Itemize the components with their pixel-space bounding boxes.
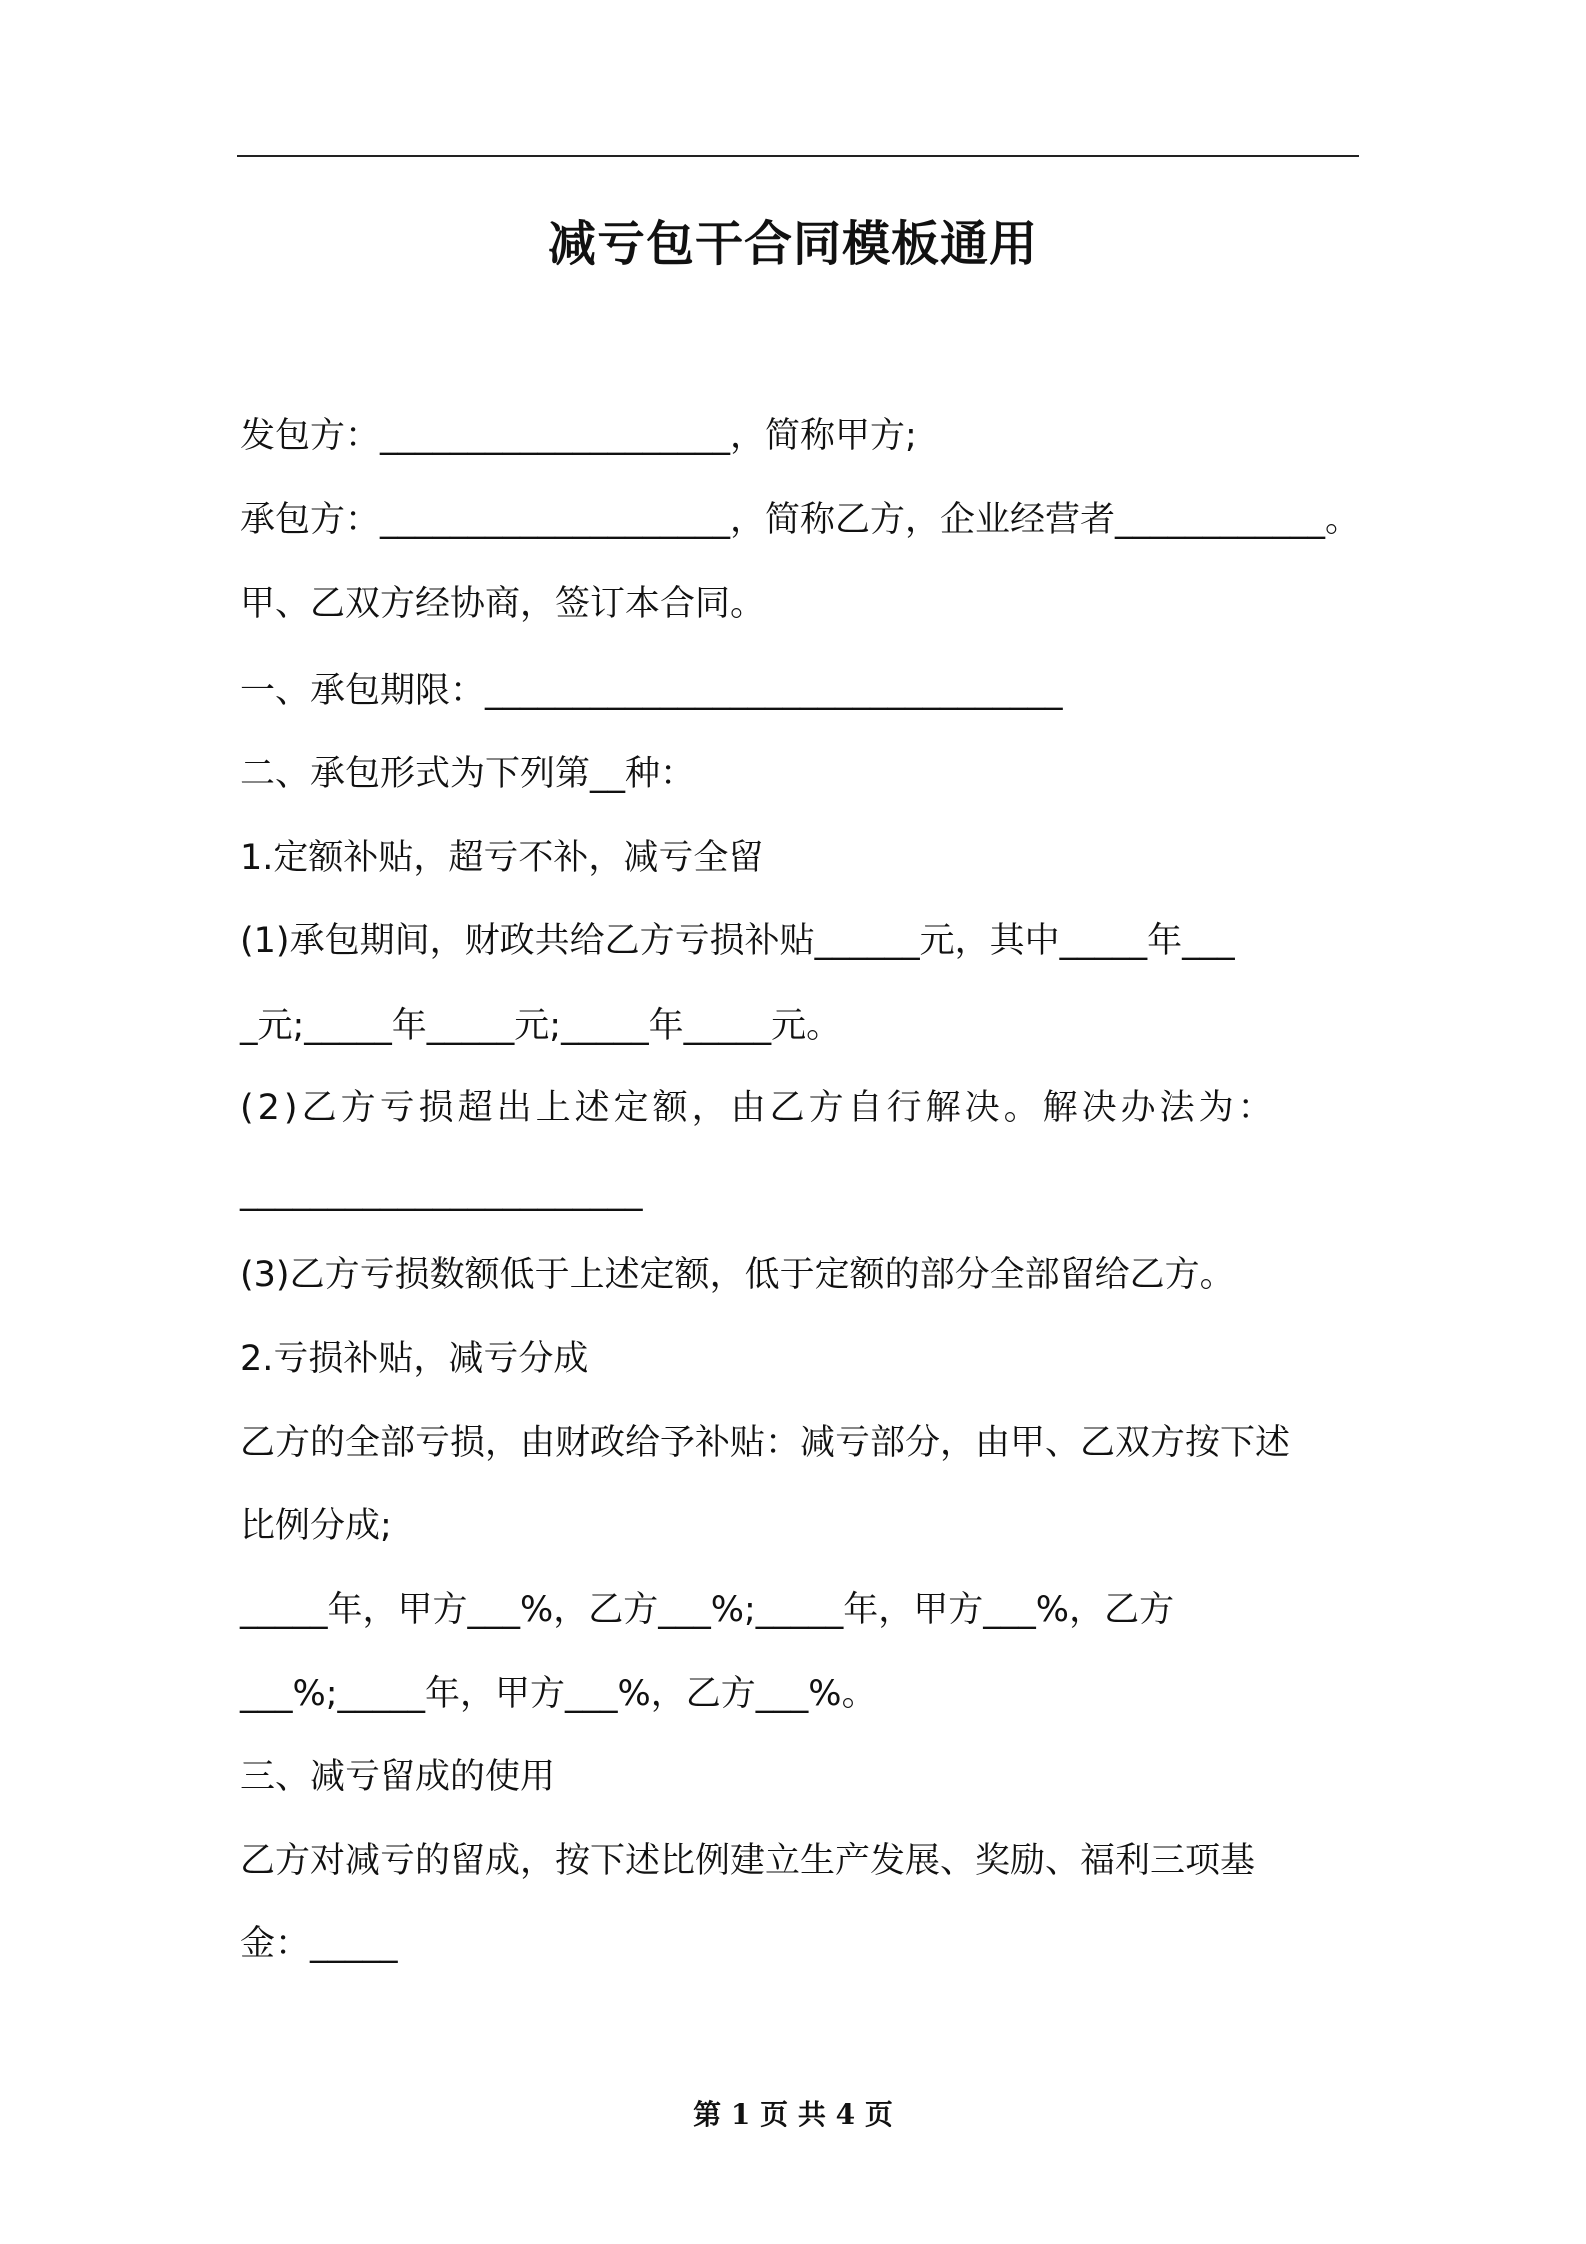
clause-1-2-line: (2)乙方亏损超出上述定额，由乙方自行解决。解决办法为：	[240, 1088, 1277, 1128]
clause-1-heading: 1.定额补贴，超亏不补，减亏全留	[240, 838, 764, 878]
clause-2-line-a: 乙方的全部亏损，由财政给予补贴：减亏部分，由甲、乙双方按下述	[240, 1423, 1291, 1463]
clause-2-ratio-line-b: ___%;_____年，甲方___%，乙方___%。	[240, 1674, 877, 1714]
section-1-term: 一、承包期限：_________________________________	[240, 671, 1063, 711]
section-3-heading: 三、减亏留成的使用	[240, 1757, 556, 1797]
party-a-line: 发包方：____________________，简称甲方;	[240, 416, 917, 456]
party-b-line: 承包方：____________________，简称乙方，企业经营者____________。	[240, 500, 1361, 540]
clause-2-heading: 2.亏损补贴，减亏分成	[240, 1339, 589, 1379]
clause-2-ratio-line-a: _____年，甲方___%，乙方___%;_____年，甲方___%，乙方	[240, 1590, 1175, 1630]
section-3-line-a: 乙方对减亏的留成，按下述比例建立生产发展、奖励、福利三项基	[240, 1841, 1256, 1881]
section-3-line-b: 金：_____	[240, 1924, 398, 1964]
section-2-form: 二、承包形式为下列第__种：	[240, 754, 696, 794]
page-footer: 第 1 页 共 4 页	[693, 2098, 893, 2131]
clause-1-1-line-b: _元;_____年_____元;_____年_____元。	[240, 1006, 842, 1046]
header-rule	[237, 155, 1359, 157]
document-title: 减亏包干合同模板通用	[547, 216, 1038, 272]
clause-1-2-blank: _______________________	[240, 1172, 643, 1212]
clause-1-1-line-a: (1)承包期间，财政共给乙方亏损补贴______元，其中_____年___	[240, 921, 1235, 961]
clause-1-3-line: (3)乙方亏损数额低于上述定额，低于定额的部分全部留给乙方。	[240, 1255, 1235, 1295]
clause-2-line-b: 比例分成;	[240, 1506, 392, 1546]
agreement-line: 甲、乙双方经协商，签订本合同。	[240, 584, 766, 624]
